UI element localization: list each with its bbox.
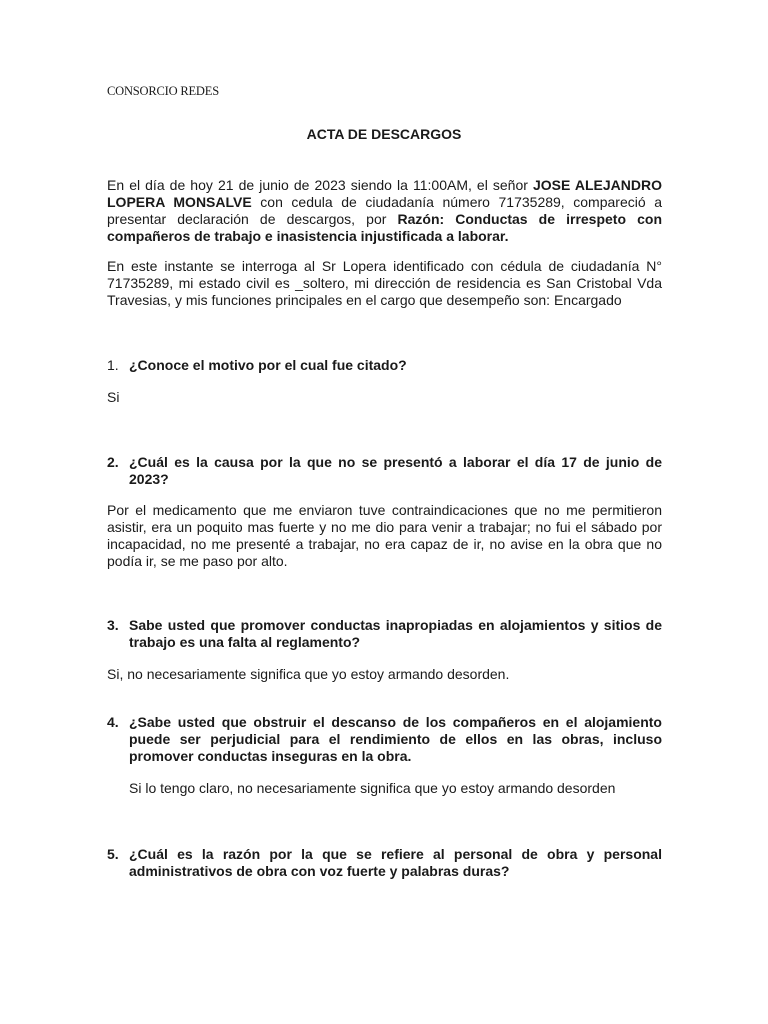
question-text: ¿Sabe usted que obstruir el descanso de los compañeros en el alojamiento puede ser perjudicial para el rendimiento de ellos en las obras, incluso promover conductas inseguras en la obra.	[129, 714, 662, 764]
question-number: 1.	[107, 357, 119, 373]
answer-3: Si, no necesariamente significa que yo estoy armando desorden.	[107, 666, 510, 682]
answer-4: Si lo tengo claro, no necesariamente significa que yo estoy armando desorden	[129, 780, 616, 796]
question-number: 4.	[107, 714, 119, 730]
question-text: ¿Conoce el motivo por el cual fue citado?	[129, 357, 407, 373]
company-name: CONSORCIO REDES	[107, 84, 219, 98]
intro-text-middle: con cedula de ciudadanía número 71735289, compareció a presentar declaración de descargos, por	[107, 194, 662, 227]
answer-2: Por el medicamento que me enviaron tuve contraindicaciones que no me permitieron asistir, era un poquito mas fuerte y no me dio para venir a trabajar; no fui el sábado por incapacidad, no me presenté a trabajar, no era capaz de ir, no avise en la obra que no podía ir, se me paso por alto.	[107, 502, 662, 569]
answer-1: Si	[107, 389, 120, 405]
question-text: ¿Cuál es la razón por la que se refiere al personal de obra y personal administrativos de obra con voz fuerte y palabras duras?	[129, 846, 662, 879]
question-text: Sabe usted que promover conductas inapropiadas en alojamientos y sitios de trabajo es una falta al reglamento?	[129, 617, 662, 650]
question-5	[107, 846, 662, 880]
reason-text: Razón: Conductas de irrespeto con compañeros de trabajo e inasistencia injustificada a laborar.	[107, 211, 663, 244]
question-2	[107, 454, 662, 488]
question-number: 2.	[107, 454, 119, 470]
question-text: ¿Cuál es la causa por la que no se presentó a laborar el día 17 de junio de 2023?	[129, 454, 662, 487]
question-number: 3.	[107, 617, 119, 633]
question-number: 5.	[107, 846, 119, 862]
document-title: ACTA DE DESCARGOS	[306, 126, 462, 142]
question-4	[107, 714, 662, 765]
person-name: JOSE ALEJANDRO LOPERA MONSALVE	[107, 177, 662, 210]
question-1	[107, 357, 662, 374]
intro-paragraph	[107, 177, 662, 245]
question-3	[107, 617, 662, 651]
intro-text-start: En el día de hoy 21 de junio de 2023 siendo la 11:00AM, el señor	[107, 177, 533, 193]
interrogation-paragraph: En este instante se interroga al Sr Lopera identificado con cédula de ciudadanía N° 71735289, mi estado civil es _soltero, mi dirección de residencia es San Cristobal Vda Travesias, y mis funciones principales en el cargo que desempeño son: Encargado	[107, 258, 662, 308]
